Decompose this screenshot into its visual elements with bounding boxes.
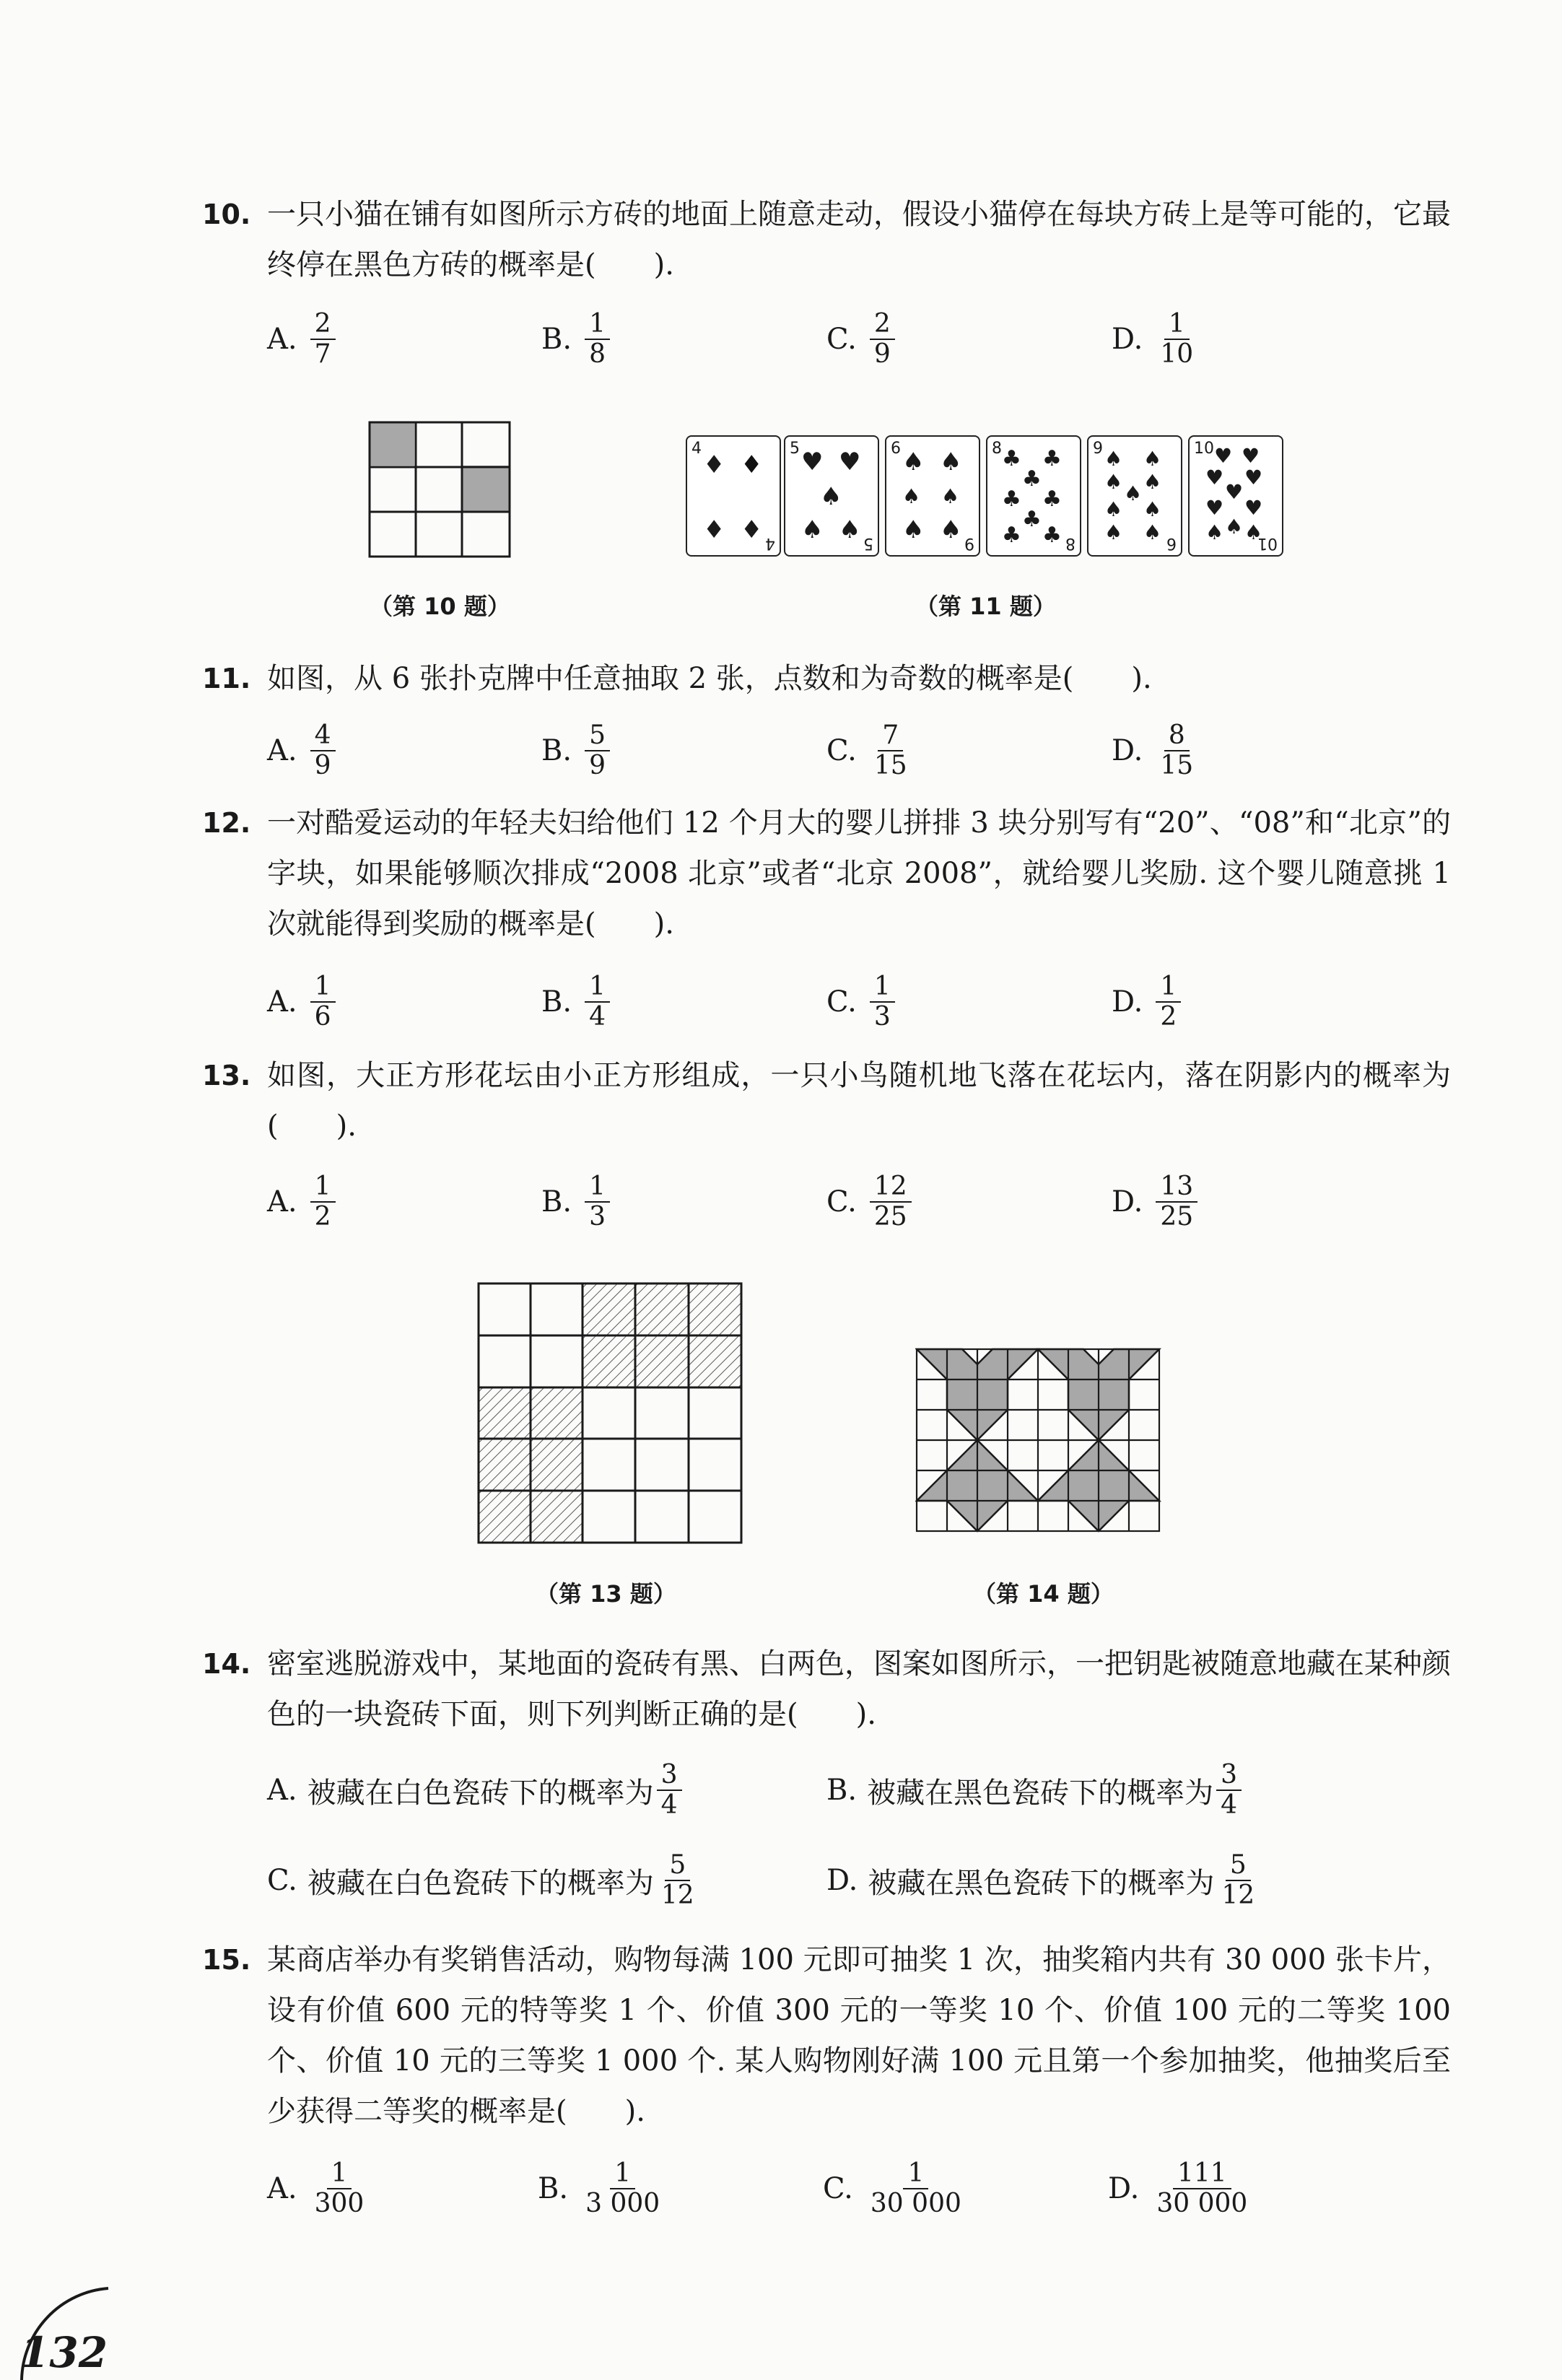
club-icon: ♣	[1042, 446, 1062, 471]
club-icon: ♣	[1042, 523, 1062, 548]
figure-14-caption: （第 14 题）	[973, 1580, 1114, 1608]
club-icon: ♣	[1002, 487, 1021, 512]
spade-icon: ♠	[1124, 481, 1143, 505]
playing-card: 4 ♦ ♦ ♦ ♦ 4	[686, 435, 781, 557]
playing-card: 5 ♥ ♥ ♠ ♠ ♠ 5	[784, 435, 879, 557]
option-a[interactable]: A. $\frac{4}{9}$	[267, 711, 339, 790]
question-text: 一只小猫在铺有如图所示方砖的地面上随意走动，假设小猫停在每块方砖上是等可能的，它最终停在黑色方砖的概率是( ).	[267, 198, 1451, 282]
fraction: $\frac{1}{300}$	[314, 2158, 365, 2218]
question-14	[202, 1639, 1451, 1740]
question-10	[202, 189, 1451, 290]
option-c[interactable]: C. $\frac{1}{30 000}$	[823, 2149, 969, 2228]
options-11	[267, 711, 1494, 790]
option-a[interactable]: A. 被藏在白色瓷砖下的概率为 $\frac{3}{4}$	[267, 1751, 685, 1830]
options-14-row2	[267, 1841, 1494, 1920]
question-number: 13.	[202, 1060, 251, 1091]
diamond-icon: ♦	[741, 450, 763, 479]
heart-icon: ♥	[1244, 466, 1263, 489]
spade-icon: ♠	[1225, 515, 1244, 539]
options-15	[267, 2149, 1494, 2228]
club-icon: ♣	[1002, 446, 1021, 471]
options-10	[267, 300, 1494, 379]
question-text: 如图，大正方形花坛由小正方形组成，一只小鸟随机地飞落在花坛内，落在阴影内的概率为( ).	[267, 1059, 1451, 1143]
question-11	[202, 653, 1451, 704]
option-c[interactable]: C. $\frac{7}{15}$	[826, 711, 915, 790]
option-d[interactable]: D. $\frac{111}{30 000}$	[1108, 2149, 1255, 2228]
club-icon: ♣	[1022, 507, 1042, 532]
figure-10-tile-grid	[368, 421, 512, 558]
fraction: $\frac{3}{4}$	[1216, 1761, 1242, 1820]
spade-icon: ♠	[902, 448, 925, 476]
option-a[interactable]: A. $\frac{1}{6}$	[267, 962, 339, 1042]
heart-icon: ♥	[801, 448, 824, 476]
options-13	[267, 1162, 1494, 1242]
option-b[interactable]: B. $\frac{5}{9}$	[541, 711, 613, 790]
fraction: $\frac{5}{12}$	[660, 1850, 694, 1910]
fraction: $\frac{8}{15}$	[1160, 720, 1194, 780]
spade-icon: ♠	[1143, 520, 1162, 544]
question-number: 14.	[202, 1648, 251, 1680]
diamond-icon: ♦	[703, 450, 725, 479]
figure-14-tile-pattern	[915, 1348, 1175, 1543]
option-c[interactable]: C. $\frac{12}{25}$	[826, 1162, 915, 1242]
spade-icon: ♠	[839, 515, 861, 544]
spade-icon: ♠	[902, 515, 925, 544]
fraction: $\frac{7}{15}$	[873, 720, 907, 780]
fraction: $\frac{1}{3}$	[870, 972, 895, 1032]
question-text: 某商店举办有奖销售活动，购物每满 100 元即可抽奖 1 次，抽奖箱内共有 30 000 张卡片，设有价值 600 元的特等奖 1 个、价值 300 元的一等奖 10 个、价值 100 元的二等奖 100 个、价值 10 元的三等奖 1 000 个. 某人购物刚好满 100 元且第一个参加抽奖，他抽奖后至少获得二等奖的概率是( ).	[267, 1943, 1451, 2128]
question-number: 11.	[202, 663, 251, 694]
fraction: $\frac{13}{25}$	[1156, 1172, 1197, 1232]
heart-icon: ♥	[1225, 480, 1244, 504]
fraction: $\frac{5}{12}$	[1221, 1850, 1255, 1910]
club-icon: ♣	[1002, 523, 1021, 548]
spade-icon: ♠	[820, 482, 842, 511]
fraction: $\frac{1}{3 000}$	[585, 2158, 660, 2218]
fraction: $\frac{5}{9}$	[585, 721, 610, 780]
fraction: $\frac{1}{8}$	[585, 310, 610, 369]
spade-icon: ♠	[1104, 520, 1123, 544]
option-b[interactable]: B. $\frac{1}{3}$	[541, 1162, 613, 1242]
playing-card: 9 ♠ ♠ ♠ ♠ ♠ ♠ ♠ ♠ ♠ 6	[1087, 435, 1182, 557]
option-d[interactable]: D. 被藏在黑色瓷砖下的概率为 $\frac{5}{12}$	[826, 1841, 1262, 1920]
diamond-icon: ♦	[703, 515, 725, 544]
option-b[interactable]: B. $\frac{1}{4}$	[541, 962, 613, 1042]
option-d[interactable]: D. $\frac{1}{10}$	[1112, 300, 1200, 379]
spade-icon: ♠	[941, 484, 960, 508]
option-b[interactable]: B. $\frac{1}{3 000}$	[538, 2149, 667, 2228]
heart-icon: ♥	[1214, 444, 1233, 468]
spade-icon: ♠	[1143, 497, 1162, 521]
option-c[interactable]: C. $\frac{2}{9}$	[826, 300, 898, 379]
heart-icon: ♥	[1242, 444, 1260, 468]
fraction: $\frac{4}{9}$	[310, 721, 336, 780]
heart-icon: ♥	[1205, 496, 1224, 520]
club-icon: ♣	[1022, 466, 1042, 492]
figure-11-caption: （第 11 题）	[915, 593, 1056, 620]
figure-13-caption: （第 13 题）	[536, 1580, 676, 1608]
options-12	[267, 962, 1494, 1042]
fraction: $\frac{1}{2}$	[310, 1172, 336, 1232]
spade-icon: ♠	[1104, 497, 1123, 521]
fraction: $\frac{12}{25}$	[870, 1172, 912, 1232]
options-14-row1	[267, 1751, 1494, 1830]
question-text: 密室逃脱游戏中，某地面的瓷砖有黑、白两色，图案如图所示，一把钥匙被随意地藏在某种颜色的一块瓷砖下面，则下列判断正确的是( ).	[267, 1647, 1451, 1731]
fraction: $\frac{2}{7}$	[310, 310, 336, 369]
option-a[interactable]: A. $\frac{1}{300}$	[267, 2149, 371, 2228]
fraction: $\frac{1}{6}$	[310, 972, 336, 1032]
option-d[interactable]: D. $\frac{8}{15}$	[1112, 711, 1200, 790]
spade-icon: ♠	[1143, 447, 1162, 471]
question-text: 如图，从 6 张扑克牌中任意抽取 2 张，点数和为奇数的概率是( ).	[267, 662, 1152, 695]
spade-icon: ♠	[902, 484, 921, 508]
option-b[interactable]: B. $\frac{1}{8}$	[541, 300, 613, 379]
figure-10-caption: （第 10 题）	[370, 593, 510, 620]
spade-icon: ♠	[940, 448, 962, 476]
question-number: 12.	[202, 807, 251, 839]
spade-icon: ♠	[1104, 470, 1123, 494]
club-icon: ♣	[1042, 487, 1062, 512]
question-15	[202, 1935, 1451, 2137]
spade-icon: ♠	[1205, 520, 1224, 544]
option-c[interactable]: C. 被藏在白色瓷砖下的概率为 $\frac{5}{12}$	[267, 1841, 702, 1920]
page-number: 132	[20, 2328, 108, 2377]
spade-icon: ♠	[940, 515, 962, 544]
spade-icon: ♠	[1143, 470, 1162, 494]
option-c[interactable]: C. $\frac{1}{3}$	[826, 962, 898, 1042]
option-b[interactable]: B. 被藏在黑色瓷砖下的概率为 $\frac{3}{4}$	[826, 1751, 1244, 1830]
fraction: $\frac{111}{30 000}$	[1156, 2158, 1248, 2218]
playing-card: 6 ♠ ♠ ♠ ♠ ♠ ♠ 9	[885, 435, 980, 557]
option-a[interactable]: A. $\frac{2}{7}$	[267, 300, 339, 379]
heart-icon: ♥	[1244, 496, 1263, 520]
fraction: $\frac{2}{9}$	[870, 310, 895, 369]
fraction: $\frac{3}{4}$	[657, 1761, 682, 1820]
figure-13-flowerbed-grid	[476, 1281, 743, 1545]
option-d[interactable]: D. $\frac{1}{2}$	[1112, 962, 1184, 1042]
fraction: $\frac{1}{10}$	[1160, 309, 1194, 369]
heart-icon: ♥	[1205, 466, 1224, 489]
option-a[interactable]: A. $\frac{1}{2}$	[267, 1162, 339, 1242]
fraction: $\frac{1}{30 000}$	[870, 2158, 961, 2218]
fraction: $\frac{1}{2}$	[1156, 972, 1181, 1032]
option-d[interactable]: D. $\frac{13}{25}$	[1112, 1162, 1200, 1242]
playing-card: 10 ♥ ♥ ♥ ♥ ♥ ♥ ♥ ♠ ♠ ♠ 01	[1188, 435, 1283, 557]
spade-icon: ♠	[801, 515, 824, 544]
fraction: $\frac{1}{3}$	[585, 1172, 610, 1232]
heart-icon: ♥	[839, 448, 861, 476]
playing-card: 8 ♣ ♣ ♣ ♣ ♣ ♣ ♣ ♣ 8	[986, 435, 1081, 557]
question-number: 10.	[202, 199, 251, 230]
fraction: $\frac{1}{4}$	[585, 972, 610, 1032]
question-13	[202, 1050, 1451, 1151]
question-number: 15.	[202, 1944, 251, 1976]
diamond-icon: ♦	[741, 515, 763, 544]
question-12	[202, 798, 1451, 949]
spade-icon: ♠	[1244, 520, 1263, 544]
question-text: 一对酷爱运动的年轻夫妇给他们 12 个月大的婴儿拼排 3 块分别写有“20”、“08”和“北京”的字块，如果能够顺次排成“2008 北京”或者“北京 2008”，就给婴儿奖励. 这个婴儿随意挑 1 次就能得到奖励的概率是( ).	[267, 806, 1451, 941]
spade-icon: ♠	[1104, 447, 1123, 471]
